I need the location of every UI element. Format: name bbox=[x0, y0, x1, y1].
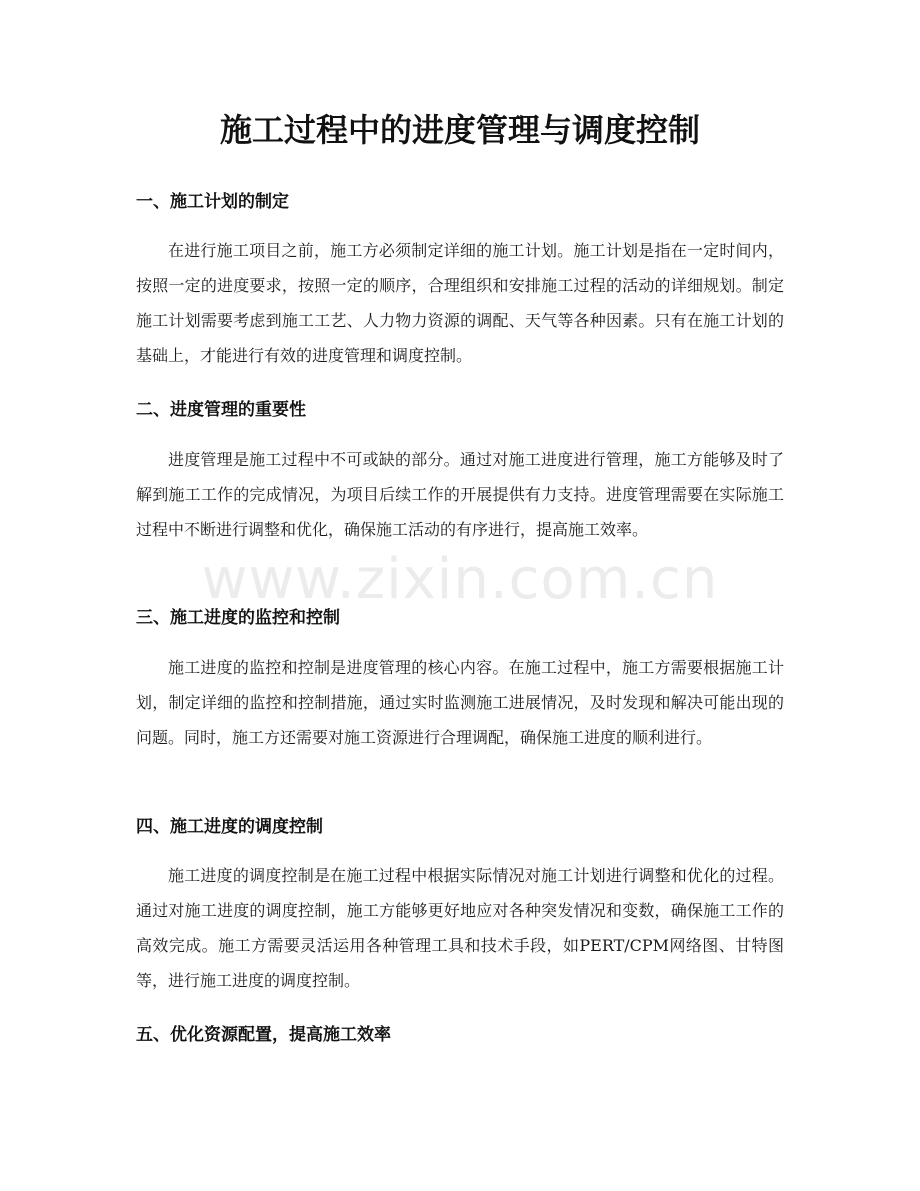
section-body-3: 施工进度的监控和控制是进度管理的核心内容。在施工过程中，施工方需要根据施工计划，制定详细的监控和控制措施，通过实时监测施工进展情况，及时发现和解决可能出现的问题。同时，施工方还需要对施工资源进行合理调配，确保施工进度的顺利进行。 bbox=[136, 658, 784, 747]
watermark: www.zixin.com.cn bbox=[201, 547, 719, 612]
section-heading-1: 一、施工计划的制定 bbox=[136, 192, 289, 212]
section-body-1: 在进行施工项目之前，施工方必须制定详细的施工计划。施工计划是指在一定时间内，按照一定的进度要求，按照一定的顺序，合理组织和安排施工过程的活动的详细规划。制定施工计划需要考虑到施工工艺、人力物力资源的调配、天气等各种因素。只有在施工计划的基础上，才能进行有效的进度管理和调度控制。 bbox=[136, 241, 784, 365]
section-heading-5: 五、优化资源配置，提高施工效率 bbox=[136, 1025, 391, 1045]
section-body-2: 进度管理是施工过程中不可或缺的部分。通过对施工进度进行管理，施工方能够及时了解到施工工作的完成情况，为项目后续工作的开展提供有力支持。进度管理需要在实际施工过程中不断进行调整和优化，确保施工活动的有序进行，提高施工效率。 bbox=[136, 450, 784, 539]
section-heading-3: 三、施工进度的监控和控制 bbox=[136, 608, 340, 628]
section-body-4: 施工进度的调度控制是在施工过程中根据实际情况对施工计划进行调整和优化的过程。通过对施工进度的调度控制，施工方能够更好地应对各种突发情况和变数，确保施工工作的高效完成。施工方需要灵活运用各种管理工具和技术手段，如PERT/CPM网络图、甘特图等，进行施工进度的调度控制。 bbox=[136, 866, 784, 990]
section-heading-4: 四、施工进度的调度控制 bbox=[136, 817, 323, 837]
page-title: 施工过程中的进度管理与调度控制 bbox=[219, 111, 700, 149]
section-heading-2: 二、进度管理的重要性 bbox=[136, 400, 306, 420]
